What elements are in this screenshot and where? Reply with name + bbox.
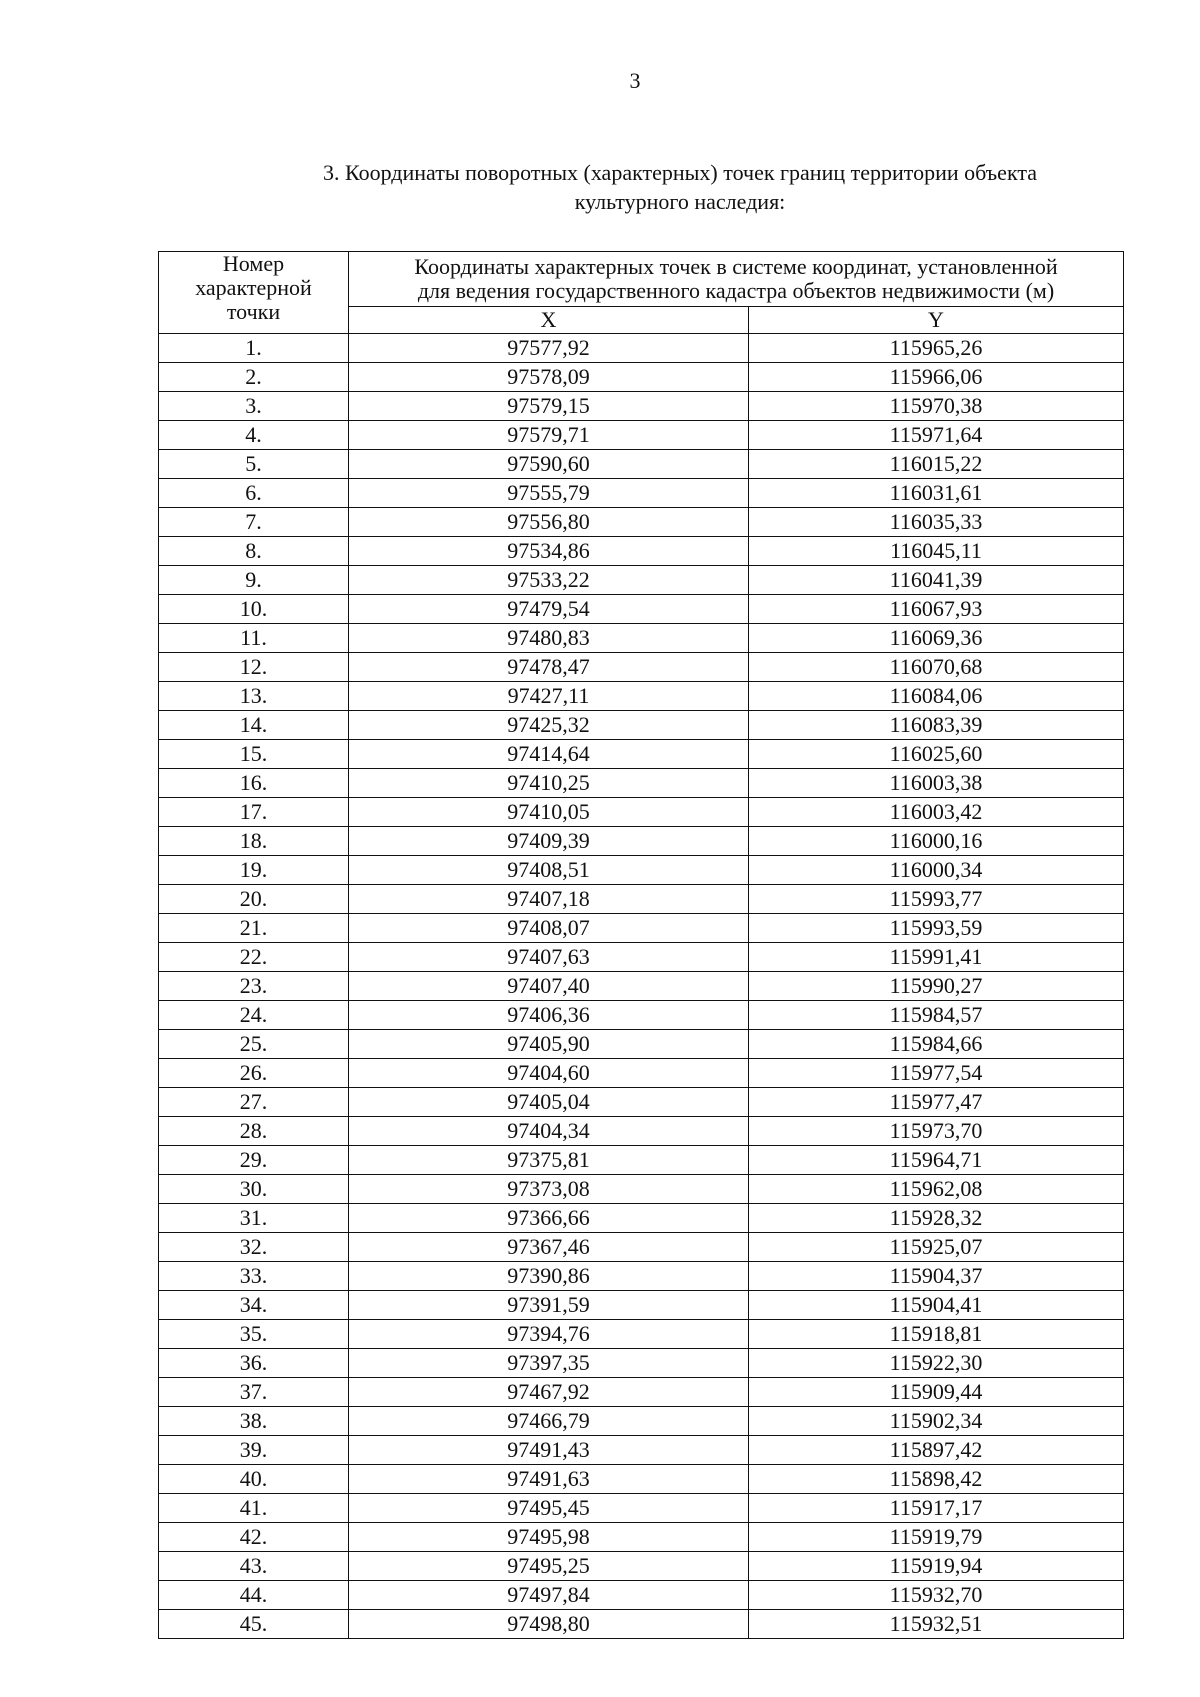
table-row — [159, 856, 1124, 885]
x-coordinate-cell: 97366,66 — [349, 1204, 749, 1233]
x-coordinate-cell: 97555,79 — [349, 479, 749, 508]
point-number-cell: 27. — [159, 1088, 349, 1117]
point-number-cell: 3. — [159, 392, 349, 421]
table-row — [159, 363, 1124, 392]
x-coordinate-cell: 97397,35 — [349, 1349, 749, 1378]
table-row — [159, 740, 1124, 769]
x-coordinate-cell: 97479,54 — [349, 595, 749, 624]
x-coordinate-cell: 97495,45 — [349, 1494, 749, 1523]
y-coordinate-cell: 115919,94 — [749, 1552, 1124, 1581]
y-coordinate-cell: 116083,39 — [749, 711, 1124, 740]
y-coordinate-cell: 116015,22 — [749, 450, 1124, 479]
point-number-cell: 28. — [159, 1117, 349, 1146]
table-row — [159, 508, 1124, 537]
x-coordinate-cell: 97425,32 — [349, 711, 749, 740]
x-coordinate-cell: 97375,81 — [349, 1146, 749, 1175]
point-number-cell: 21. — [159, 914, 349, 943]
table-row — [159, 943, 1124, 972]
point-number-cell: 15. — [159, 740, 349, 769]
y-coordinate-cell: 115966,06 — [749, 363, 1124, 392]
x-coordinate-cell: 97579,15 — [349, 392, 749, 421]
y-coordinate-cell: 116067,93 — [749, 595, 1124, 624]
point-number-cell: 35. — [159, 1320, 349, 1349]
y-coordinate-cell: 116045,11 — [749, 537, 1124, 566]
y-coordinate-cell: 115965,26 — [749, 334, 1124, 363]
point-number-cell: 38. — [159, 1407, 349, 1436]
point-number-cell: 44. — [159, 1581, 349, 1610]
page-number: 3 — [629, 68, 641, 93]
point-number-cell: 32. — [159, 1233, 349, 1262]
table-row — [159, 392, 1124, 421]
y-coordinate-cell: 116025,60 — [749, 740, 1124, 769]
x-coordinate-cell: 97407,40 — [349, 972, 749, 1001]
x-coordinate-cell: 97405,04 — [349, 1088, 749, 1117]
x-coordinate-cell: 97408,07 — [349, 914, 749, 943]
column-header-coordinates — [349, 252, 1124, 307]
y-coordinate-cell: 115970,38 — [749, 392, 1124, 421]
point-number-cell: 19. — [159, 856, 349, 885]
table-row — [159, 1117, 1124, 1146]
table-row — [159, 827, 1124, 856]
point-number-cell: 29. — [159, 1146, 349, 1175]
x-coordinate-cell: 97373,08 — [349, 1175, 749, 1204]
table-row — [159, 1146, 1124, 1175]
table-row — [159, 1291, 1124, 1320]
x-coordinate-cell: 97533,22 — [349, 566, 749, 595]
table-row — [159, 1204, 1124, 1233]
point-number-cell: 33. — [159, 1262, 349, 1291]
point-number-cell: 4. — [159, 421, 349, 450]
point-number-cell: 2. — [159, 363, 349, 392]
point-number-cell: 22. — [159, 943, 349, 972]
table-row — [159, 914, 1124, 943]
y-coordinate-cell: 115898,42 — [749, 1465, 1124, 1494]
x-coordinate-cell: 97407,18 — [349, 885, 749, 914]
table-row — [159, 595, 1124, 624]
y-coordinate-cell: 115964,71 — [749, 1146, 1124, 1175]
y-coordinate-cell: 115977,54 — [749, 1059, 1124, 1088]
y-coordinate-cell: 115990,27 — [749, 972, 1124, 1001]
x-coordinate-cell: 97578,09 — [349, 363, 749, 392]
y-coordinate-cell: 115918,81 — [749, 1320, 1124, 1349]
y-coordinate-cell: 115928,32 — [749, 1204, 1124, 1233]
y-coordinate-cell: 115973,70 — [749, 1117, 1124, 1146]
table-row — [159, 711, 1124, 740]
y-coordinate-cell: 116003,42 — [749, 798, 1124, 827]
y-coordinate-cell: 115971,64 — [749, 421, 1124, 450]
table-row — [159, 1320, 1124, 1349]
y-coordinate-cell: 115932,51 — [749, 1610, 1124, 1639]
point-number-cell: 12. — [159, 653, 349, 682]
column-header-x: X — [349, 307, 749, 334]
point-number-cell: 24. — [159, 1001, 349, 1030]
x-coordinate-cell: 97410,05 — [349, 798, 749, 827]
point-number-cell: 36. — [159, 1349, 349, 1378]
y-coordinate-cell: 115984,57 — [749, 1001, 1124, 1030]
table-row — [159, 1088, 1124, 1117]
x-coordinate-cell: 97556,80 — [349, 508, 749, 537]
point-number-cell: 41. — [159, 1494, 349, 1523]
point-number-cell: 45. — [159, 1610, 349, 1639]
point-number-cell: 40. — [159, 1465, 349, 1494]
point-number-cell: 9. — [159, 566, 349, 595]
point-number-cell: 8. — [159, 537, 349, 566]
x-coordinate-cell: 97405,90 — [349, 1030, 749, 1059]
y-coordinate-cell: 115993,77 — [749, 885, 1124, 914]
table-row — [159, 1523, 1124, 1552]
y-coordinate-cell: 115977,47 — [749, 1088, 1124, 1117]
column-header-point-number — [159, 252, 349, 334]
x-coordinate-cell: 97404,34 — [349, 1117, 749, 1146]
y-coordinate-cell: 115922,30 — [749, 1349, 1124, 1378]
x-coordinate-cell: 97491,63 — [349, 1465, 749, 1494]
x-coordinate-cell: 97410,25 — [349, 769, 749, 798]
y-coordinate-cell: 116069,36 — [749, 624, 1124, 653]
y-coordinate-cell: 115962,08 — [749, 1175, 1124, 1204]
column-header-y: Y — [749, 307, 1124, 334]
point-number-cell: 43. — [159, 1552, 349, 1581]
x-coordinate-cell: 97590,60 — [349, 450, 749, 479]
table-row — [159, 653, 1124, 682]
table-row — [159, 334, 1124, 363]
table-row — [159, 421, 1124, 450]
x-coordinate-cell: 97497,84 — [349, 1581, 749, 1610]
table-row — [159, 972, 1124, 1001]
table-row — [159, 1610, 1124, 1639]
column-header-coordinates-line: для ведения государственного кадастра объектов недвижимости (м) — [417, 278, 1055, 303]
table-row — [159, 1059, 1124, 1088]
x-coordinate-cell: 97391,59 — [349, 1291, 749, 1320]
x-coordinate-cell: 97534,86 — [349, 537, 749, 566]
y-coordinate-cell: 116041,39 — [749, 566, 1124, 595]
x-coordinate-cell: 97409,39 — [349, 827, 749, 856]
point-number-cell: 18. — [159, 827, 349, 856]
x-coordinate-cell: 97491,43 — [349, 1436, 749, 1465]
point-number-cell: 16. — [159, 769, 349, 798]
table-row — [159, 1262, 1124, 1291]
y-coordinate-cell: 115917,17 — [749, 1494, 1124, 1523]
coordinates-table — [158, 251, 1124, 1639]
y-coordinate-cell: 116035,33 — [749, 508, 1124, 537]
y-coordinate-cell: 115919,79 — [749, 1523, 1124, 1552]
point-number-cell: 10. — [159, 595, 349, 624]
point-number-cell: 23. — [159, 972, 349, 1001]
point-number-cell: 25. — [159, 1030, 349, 1059]
table-row — [159, 1407, 1124, 1436]
heading-line-2: культурного наследия: — [574, 189, 786, 214]
table-row — [159, 1233, 1124, 1262]
x-coordinate-cell: 97367,46 — [349, 1233, 749, 1262]
point-number-cell: 37. — [159, 1378, 349, 1407]
y-coordinate-cell: 115902,34 — [749, 1407, 1124, 1436]
x-coordinate-cell: 97414,64 — [349, 740, 749, 769]
x-coordinate-cell: 97404,60 — [349, 1059, 749, 1088]
point-number-cell: 39. — [159, 1436, 349, 1465]
y-coordinate-cell: 116000,34 — [749, 856, 1124, 885]
table-row — [159, 769, 1124, 798]
table-row — [159, 479, 1124, 508]
y-coordinate-cell: 116000,16 — [749, 827, 1124, 856]
x-coordinate-cell: 97577,92 — [349, 334, 749, 363]
table-row — [159, 798, 1124, 827]
point-number-cell: 1. — [159, 334, 349, 363]
table-row — [159, 682, 1124, 711]
table-row — [159, 1378, 1124, 1407]
x-coordinate-cell: 97495,25 — [349, 1552, 749, 1581]
column-header-coordinates-line: Координаты характерных точек в системе координат, установленной — [414, 254, 1058, 279]
y-coordinate-cell: 115897,42 — [749, 1436, 1124, 1465]
x-coordinate-cell: 97498,80 — [349, 1610, 749, 1639]
y-coordinate-cell: 115909,44 — [749, 1378, 1124, 1407]
table-row — [159, 566, 1124, 595]
x-coordinate-cell: 97406,36 — [349, 1001, 749, 1030]
point-number-cell: 31. — [159, 1204, 349, 1233]
point-number-cell: 30. — [159, 1175, 349, 1204]
point-number-cell: 20. — [159, 885, 349, 914]
column-header-point-number-line: характерной — [195, 275, 312, 300]
point-number-cell: 6. — [159, 479, 349, 508]
point-number-cell: 17. — [159, 798, 349, 827]
x-coordinate-cell: 97390,86 — [349, 1262, 749, 1291]
y-coordinate-cell: 115904,41 — [749, 1291, 1124, 1320]
table-row — [159, 1465, 1124, 1494]
heading-line-1: 3. Координаты поворотных (характерных) точек границ территории объекта — [323, 160, 1037, 185]
point-number-cell: 5. — [159, 450, 349, 479]
x-coordinate-cell: 97427,11 — [349, 682, 749, 711]
point-number-cell: 34. — [159, 1291, 349, 1320]
x-coordinate-cell: 97467,92 — [349, 1378, 749, 1407]
table-row — [159, 1030, 1124, 1059]
y-coordinate-cell: 115993,59 — [749, 914, 1124, 943]
y-coordinate-cell: 116084,06 — [749, 682, 1124, 711]
x-coordinate-cell: 97579,71 — [349, 421, 749, 450]
column-header-point-number-line: Номер — [222, 251, 285, 276]
y-coordinate-cell: 115932,70 — [749, 1581, 1124, 1610]
table-row — [159, 1175, 1124, 1204]
x-coordinate-cell: 97408,51 — [349, 856, 749, 885]
column-header-point-number-line: точки — [226, 299, 281, 324]
point-number-cell: 7. — [159, 508, 349, 537]
y-coordinate-cell: 115991,41 — [749, 943, 1124, 972]
x-coordinate-cell: 97466,79 — [349, 1407, 749, 1436]
x-coordinate-cell: 97495,98 — [349, 1523, 749, 1552]
y-coordinate-cell: 116031,61 — [749, 479, 1124, 508]
point-number-cell: 13. — [159, 682, 349, 711]
x-coordinate-cell: 97480,83 — [349, 624, 749, 653]
y-coordinate-cell: 115984,66 — [749, 1030, 1124, 1059]
table-row — [159, 537, 1124, 566]
y-coordinate-cell: 116070,68 — [749, 653, 1124, 682]
y-coordinate-cell: 115904,37 — [749, 1262, 1124, 1291]
y-coordinate-cell: 115925,07 — [749, 1233, 1124, 1262]
y-coordinate-cell: 116003,38 — [749, 769, 1124, 798]
point-number-cell: 11. — [159, 624, 349, 653]
point-number-cell: 26. — [159, 1059, 349, 1088]
x-coordinate-cell: 97407,63 — [349, 943, 749, 972]
table-row — [159, 1494, 1124, 1523]
table-row — [159, 1581, 1124, 1610]
table-row — [159, 1436, 1124, 1465]
table-row — [159, 1552, 1124, 1581]
table-body — [159, 334, 1124, 1639]
point-number-cell: 42. — [159, 1523, 349, 1552]
table-row — [159, 450, 1124, 479]
table-row — [159, 624, 1124, 653]
section-heading — [240, 158, 1120, 216]
table-row — [159, 885, 1124, 914]
x-coordinate-cell: 97478,47 — [349, 653, 749, 682]
x-coordinate-cell: 97394,76 — [349, 1320, 749, 1349]
table-row — [159, 1001, 1124, 1030]
point-number-cell: 14. — [159, 711, 349, 740]
table-row — [159, 1349, 1124, 1378]
